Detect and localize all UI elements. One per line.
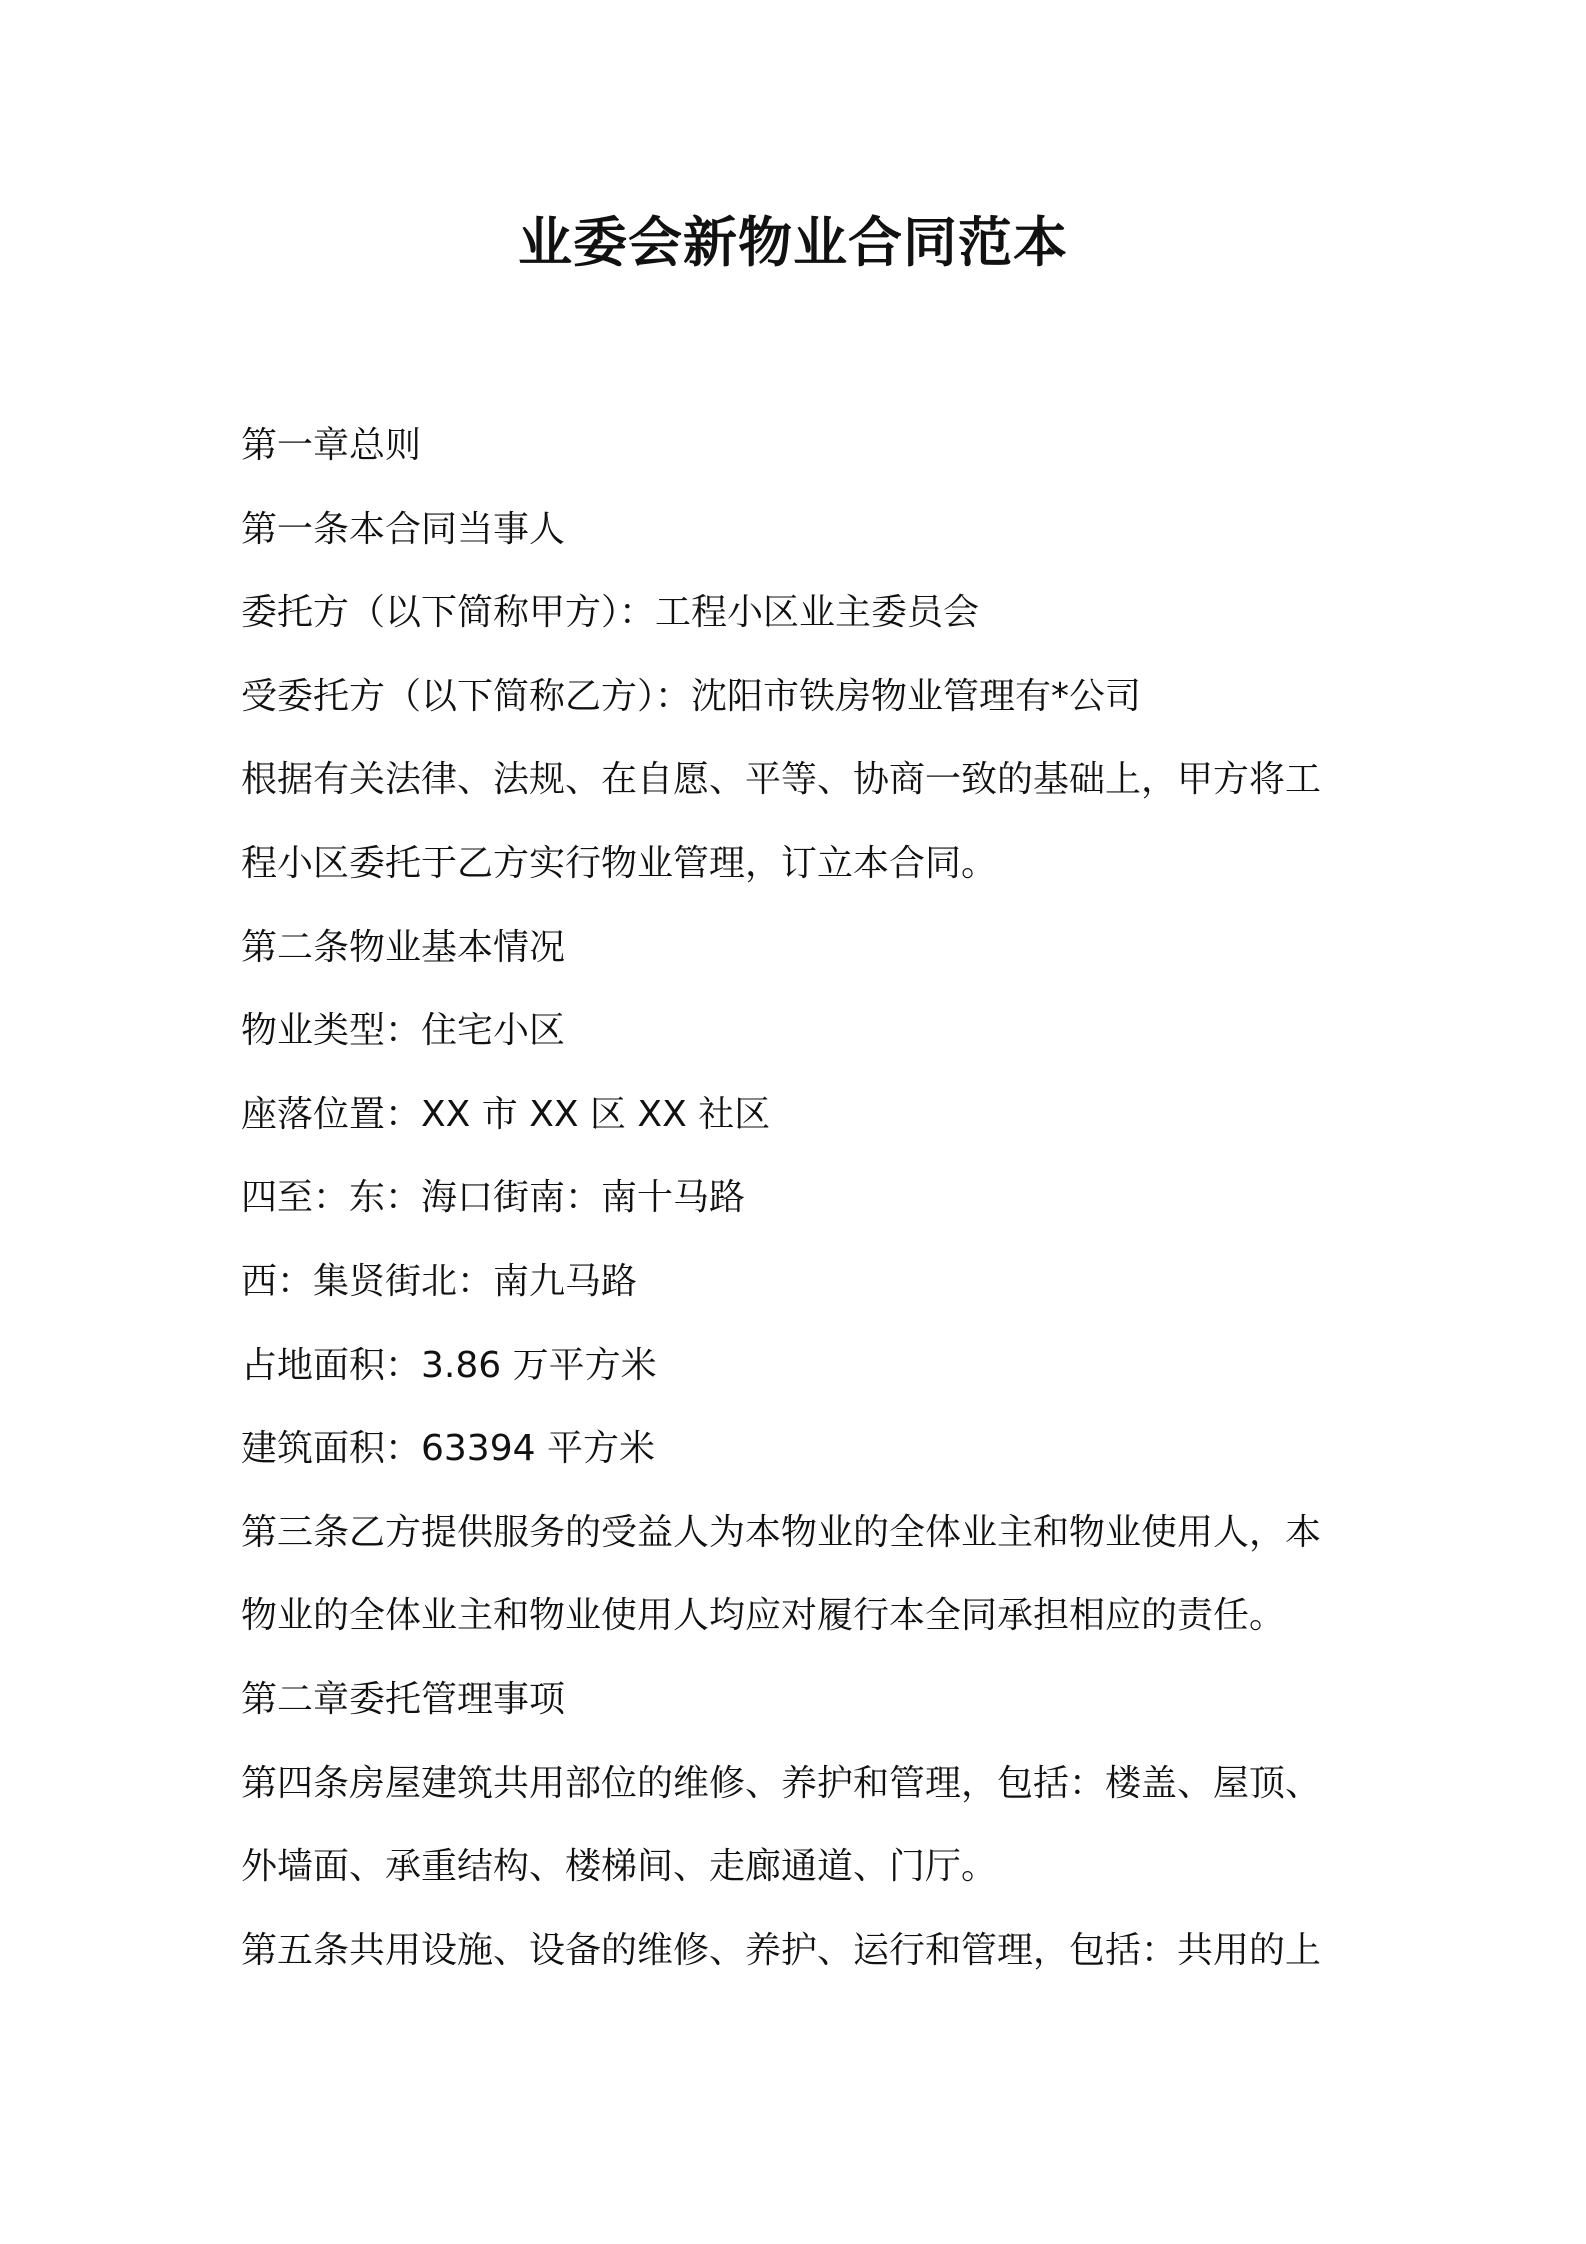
article-heading: 第二条物业基本情况 — [241, 926, 566, 968]
document-title: 业委会新物业合同范本 — [518, 211, 1068, 274]
document-body — [241, 404, 1361, 1992]
chapter-heading: 第一章总则 — [241, 425, 422, 466]
body-line: 占地面积：3.86 万平方米 — [241, 1344, 657, 1386]
article-heading: 第一条本合同当事人 — [241, 508, 566, 550]
body-line: 西：集贤街北：南九马路 — [241, 1260, 638, 1302]
body-line: 座落位置：XX 市 XX 区 XX 社区 — [241, 1093, 771, 1135]
body-line: 受委托方（以下简称乙方）：沈阳市铁房物业管理有*公司 — [241, 675, 1142, 717]
body-line: 外墙面、承重结构、楼梯间、走廊通道、门厅。 — [241, 1846, 998, 1888]
body-line: 第四条房屋建筑共用部位的维修、养护和管理，包括：楼盖、屋顶、 — [241, 1762, 1322, 1804]
body-line: 委托方（以下简称甲方）：工程小区业主委员会 — [241, 592, 980, 634]
body-line: 程小区委托于乙方实行物业管理，订立本合同。 — [241, 842, 998, 884]
body-line: 第五条共用设施、设备的维修、养护、运行和管理，包括：共用的上 — [241, 1929, 1322, 1971]
body-line: 物业的全体业主和物业使用人均应对履行本全同承担相应的责任。 — [241, 1595, 1286, 1637]
body-line: 四至：东：海口街南：南十马路 — [241, 1177, 746, 1219]
body-line: 根据有关法律、法规、在自愿、平等、协商一致的基础上，甲方将工 — [241, 759, 1322, 801]
chapter-heading: 第二章委托管理事项 — [241, 1678, 566, 1720]
body-line: 第三条乙方提供服务的受益人为本物业的全体业主和物业使用人，本 — [241, 1511, 1322, 1553]
body-line: 物业类型：住宅小区 — [241, 1010, 566, 1052]
body-line: 建筑面积：63394 平方米 — [241, 1428, 655, 1470]
